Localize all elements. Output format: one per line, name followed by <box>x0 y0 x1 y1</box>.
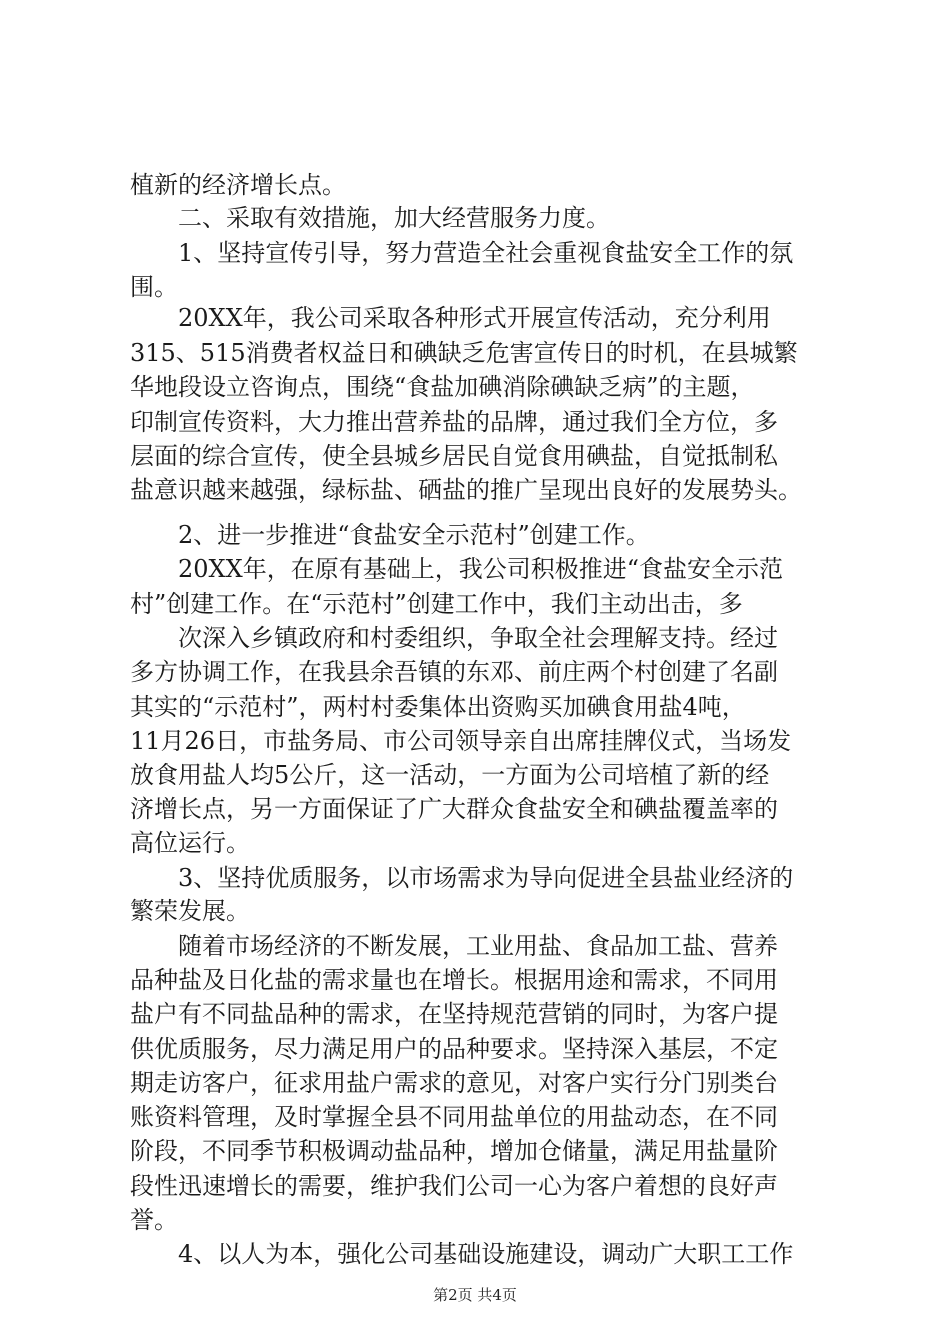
text-line: 次深入乡镇政府和村委组织，争取全社会理解支持。经过 <box>178 624 778 652</box>
subsection-heading: 4、以人为本，强化公司基础设施建设，调动广大职工工作 <box>178 1240 794 1268</box>
text-line: 其实的“示范村”，两村村委集体出资购买加碘食用盐4吨， <box>130 693 746 721</box>
text-line: 品种盐及日化盐的需求量也在增长。根据用途和需求，不同用 <box>130 966 778 994</box>
subsection-heading: 3、坚持优质服务，以市场需求为导向促进全县盐业经济的 <box>178 864 794 892</box>
text-line: 20XX年，我公司采取各种形式开展宣传活动，充分利用 <box>178 304 771 332</box>
text-line: 段性迅速增长的需要，维护我们公司一心为客户着想的良好声 <box>130 1172 778 1200</box>
subsection-heading: 1、坚持宣传引导，努力营造全社会重视食盐安全工作的氛 <box>178 239 794 267</box>
text-line: 随着市场经济的不断发展，工业用盐、食品加工盐、营养 <box>178 932 778 960</box>
text-line: 11月26日，市盐务局、市公司领导亲自出席挂牌仪式，当场发 <box>130 727 792 755</box>
text-line: 阶段，不同季节积极调动盐品种，增加仓储量，满足用盐量阶 <box>130 1137 778 1165</box>
text-line: 印制宣传资料，大力推出营养盐的品牌，通过我们全方位，多 <box>130 408 778 436</box>
text-line: 20XX年，在原有基础上，我公司积极推进“食盐安全示范 <box>178 555 783 583</box>
text-line: 济增长点，另一方面保证了广大群众食盐安全和碘盐覆盖率的 <box>130 795 778 823</box>
text-line: 账资料管理，及时掌握全县不同用盐单位的用盐动态，在不同 <box>130 1103 778 1131</box>
text-line: 盐户有不同盐品种的需求，在坚持规范营销的同时，为客户提 <box>130 1000 778 1028</box>
text-line: 期走访客户，征求用盐户需求的意见，对客户实行分门别类台 <box>130 1069 778 1097</box>
text-line: 多方协调工作，在我县余吾镇的东邓、前庄两个村创建了名副 <box>130 658 778 686</box>
page-number-footer: 第2页 共4页 <box>433 1286 517 1304</box>
text-line: 村”创建工作。在“示范村”创建工作中，我们主动出击，多 <box>130 590 743 618</box>
text-line: 供优质服务，尽力满足用户的品种要求。坚持深入基层，不定 <box>130 1035 778 1063</box>
section-heading: 二、采取有效措施，加大经营服务力度。 <box>178 204 610 232</box>
text-line: 华地段设立咨询点，围绕“食盐加碘消除碘缺乏病”的主题， <box>130 373 755 401</box>
subsection-heading: 2、进一步推进“食盐安全示范村”创建工作。 <box>178 521 650 549</box>
text-line: 层面的综合宣传，使全县城乡居民自觉食用碘盐，自觉抵制私 <box>130 442 778 470</box>
text-line: 放食用盐人均5公斤，这一活动，一方面为公司培植了新的经 <box>130 761 770 789</box>
text-line: 繁荣发展。 <box>130 897 250 925</box>
text-line: 誉。 <box>130 1206 178 1234</box>
text-line: 围。 <box>130 273 178 301</box>
text-line: 315、515消费者权益日和碘缺乏危害宣传日的时机，在县城繁 <box>130 339 798 367</box>
text-line: 植新的经济增长点。 <box>130 171 346 199</box>
text-line: 高位运行。 <box>130 829 250 857</box>
text-line: 盐意识越来越强，绿标盐、硒盐的推广呈现出良好的发展势头。 <box>130 476 802 504</box>
